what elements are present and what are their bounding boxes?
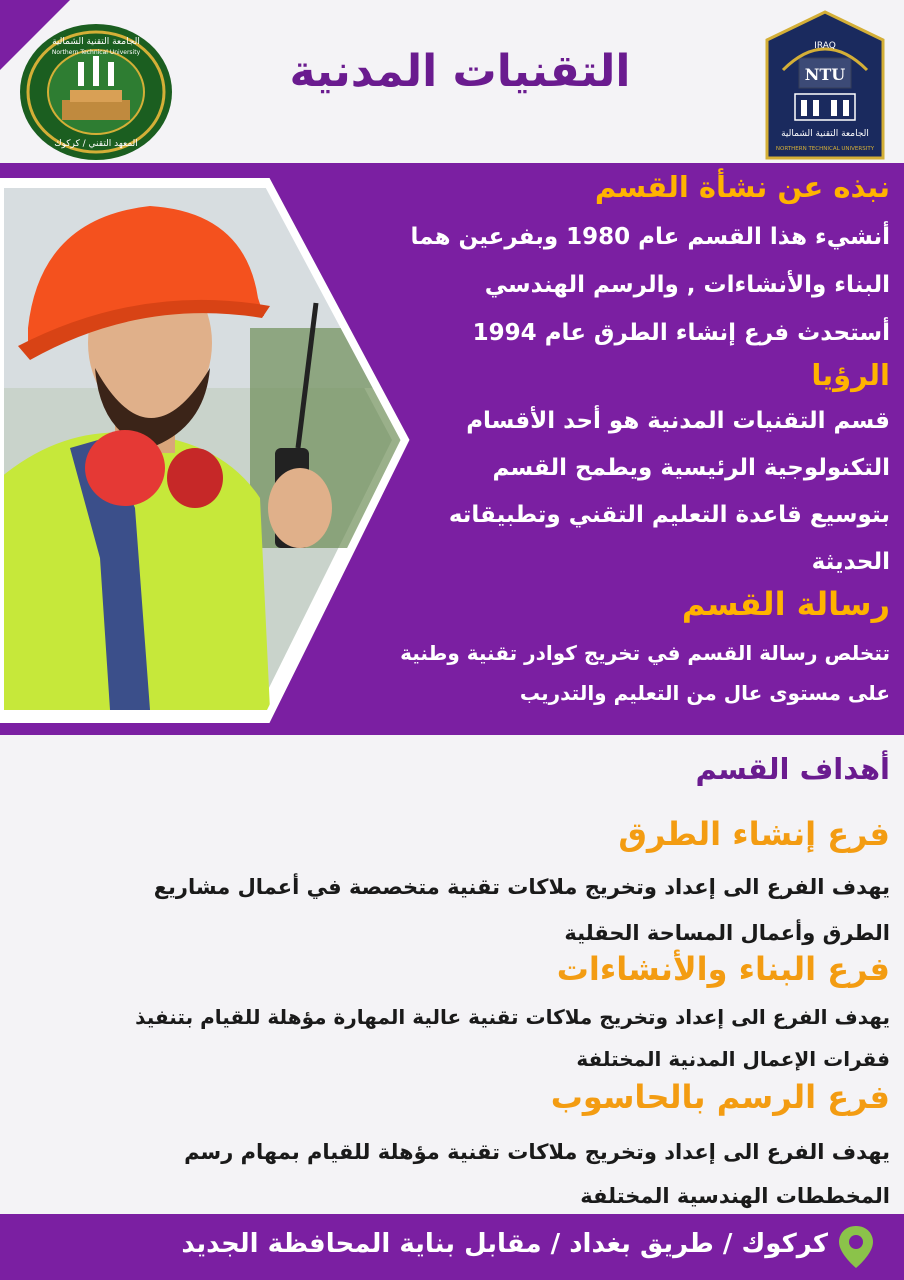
vision-heading: الرؤيا (811, 358, 890, 392)
branch-construction-line: فقرات الإعمال المدنية المختلفة (576, 1047, 890, 1071)
goals-heading: أهداف القسم (695, 752, 890, 786)
mission-line: على مستوى عال من التعليم والتدريب (519, 681, 890, 705)
university-emblem-icon (765, 10, 885, 160)
location-pin-icon (836, 1224, 876, 1270)
university-name-en: NORTHERN TECHNICAL UNIVERSITY (775, 146, 875, 152)
branch-cad-line: يهدف الفرع الى إعداد وتخريج ملاكات تقنية مؤهلة للقيام بمهام رسم (184, 1140, 890, 1164)
branch-cad-line: المخططات الهندسية المختلفة (580, 1184, 890, 1208)
branch-title-construction: فرع البناء والأنشاءات (556, 950, 890, 988)
about-line: أستحدث فرع إنشاء الطرق عام 1994 (472, 320, 890, 346)
university-name-ar: الجامعة التقنية الشمالية (781, 129, 869, 139)
about-line: أنشيء هذا القسم عام 1980 وبفرعين هما (410, 224, 890, 250)
branch-roads-line: يهدف الفرع الى إعداد وتخريج ملاكات تقنية متخصصة في أعمال مشاريع (153, 875, 890, 899)
mission-heading: رسالة القسم (681, 585, 890, 623)
page-title: التقنيات المدنية (289, 46, 631, 97)
institute-sub-text: Northern Technical University (51, 49, 141, 56)
branch-title-cad: فرع الرسم بالحاسوب (550, 1078, 890, 1116)
mission-line: تتخلص رسالة القسم في تخريج كوادر تقنية وطنية (400, 641, 890, 665)
vision-line: قسم التقنيات المدنية هو أحد الأقسام (466, 408, 890, 434)
vision-line: الحديثة (811, 549, 890, 575)
footer-address: كركوك / طريق بغداد / مقابل بناية المحافظة الجديد (181, 1229, 828, 1259)
institute-ring-text: الجامعة التقنية الشمالية (52, 37, 140, 47)
about-heading: نبذه عن نشأة القسم (594, 170, 890, 204)
university-monogram: NTU (804, 65, 846, 84)
branch-construction-line: يهدف الفرع الى إعداد وتخريج ملاكات تقنية عالية المهارة مؤهلة للقيام بتنفيذ (135, 1005, 890, 1029)
vision-line: بتوسيع قاعدة التعليم التقني وتطبيقاته (448, 502, 890, 528)
university-country-text: IRAQ (814, 41, 836, 51)
institute-emblem-icon (18, 22, 174, 162)
about-line: البناء والأنشاءات , والرسم الهندسي (484, 272, 890, 298)
vision-line: التكنولوجية الرئيسية ويطمح القسم (492, 455, 890, 481)
institute-bottom-text: المعهد التقني / كركوك (54, 139, 138, 149)
branch-roads-line: الطرق وأعمال المساحة الحقلية (564, 921, 890, 945)
branch-title-roads: فرع إنشاء الطرق (618, 815, 890, 853)
worker-photo (0, 178, 410, 723)
